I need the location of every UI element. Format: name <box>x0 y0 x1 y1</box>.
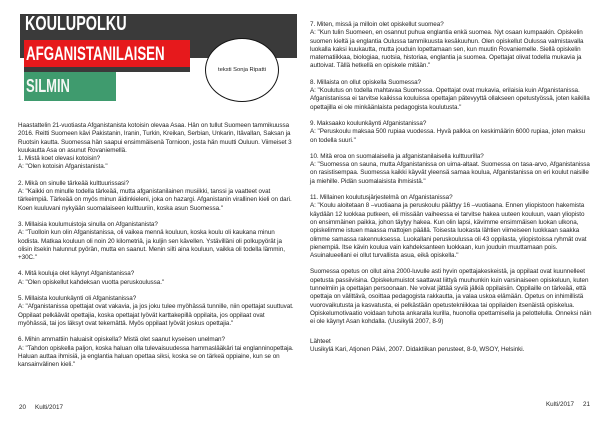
title-line-1: KOULUPOLKU <box>25 13 127 35</box>
question: 3. Millaisia koulumuistoja sinulla on Afganistanista? <box>18 220 158 228</box>
qa-item-6 <box>18 336 295 369</box>
sources-block <box>310 338 592 355</box>
question: 6. Mihin ammattiin haluaisit opiskella? Mistä olet saanut kyseisen unelman? <box>18 336 225 344</box>
qa-item-5 <box>18 295 295 328</box>
qa-item-9 <box>310 120 592 145</box>
page-number: 21 <box>582 401 590 408</box>
left-page-footer <box>19 404 63 411</box>
byline-circle <box>205 38 279 102</box>
qa-item-7 <box>310 21 592 71</box>
answer: A: "Peruskoulu maksaa 500 rupiaa vuodessa. Hyvä palkka on keskimäärin 6000 rupiaa, joten maksu on todella suuri." <box>310 128 586 144</box>
intro-paragraph: Haastattelin 21-vuotiasta Afganistanista kotoisin olevaa Asaa. Hän on tullut Suomeen tammikuussa 2016. Reitti Suomeen kävi Pakistanin, Iranin, Turkin, Kreikan, Serbian, Unkarin, Itävallan, Saksan ja Ruotsin kautta. Suomessa hän saapui ensimmäisenä Tornioon, josta hän muutti Ouluun. Viimeiset 3 kuukautta Asa on asunut Rovaniemellä. <box>18 122 292 154</box>
qa-item-10 <box>310 153 592 186</box>
question: 8. Millaista on ollut opiskella Suomessa? <box>310 78 422 86</box>
answer: A: "Suomessa on sauna, mutta Afganistanissa on uima-altaat. Suomessa on tasa-arvo, Afganistanissa on rasistisempaa. Suomessa kaikki käyvät yleensä samaa koulua, Afganistanissa on eri koulut naisille ja miehille. Pidän suomalaisista ihmisistä." <box>310 161 590 185</box>
right-page-body <box>310 21 592 354</box>
qa-item-3 <box>18 221 295 262</box>
title-line-3: SILMIN <box>26 76 70 96</box>
byline-text: teksti Sonja Ripatti <box>217 67 266 73</box>
right-page <box>300 0 600 424</box>
question: 2. Mikä on sinulle tärkeää kulttuurissasi? <box>18 179 129 187</box>
page-number: 20 <box>19 404 27 411</box>
answer: A: "Kaikki on minulle todella tärkeää, mutta afganistanilainen musiikki, tanssi ja vaatteet ovat tärkeimpiä. Tärkeää on myös minun äidinkieleni, joka on hazargi. Afganistanin virallinen kieli on dari. Koen kuuluvani nykyään suomalaiseen kulttuuriin, koska asun Suomessa." <box>18 188 292 212</box>
question: 7. Miten, missä ja milloin olet opiskellut suomea? <box>310 21 444 28</box>
qa-item-11 <box>310 194 592 260</box>
right-page-footer <box>546 401 590 408</box>
issue-label: Kulti/2017 <box>545 401 574 408</box>
answer: A: "Kun tulin Suomeen, en osannut puhua englantia enkä suomea. Nyt osaan kumpaakin. Opiskelin suomen kieltä ja englantia Oulussa tammikuusta kesäkuuhun. Olen opiskellut Oulussa valmistavalla luokalla kaksi kuukautta, mutta jouduin lopettamaan sen, kun muutin Rovaniemelle. Siellä opiskelin matematiikkaa, biologiaa, ruotsia, historiaa, englantia ja suomea. Opettajat olivat todella mukavia ja auttoivat. Tällä hetkellä en opiskele mitään." <box>310 29 584 70</box>
title-line-2: AFGANISTANILAISEN <box>26 44 165 65</box>
qa-item-2 <box>18 180 295 213</box>
qa-item-4 <box>18 270 295 287</box>
issue-label: Kulti/2017 <box>35 404 64 411</box>
question: 1. Mistä koet olevasi kotoisin? <box>18 155 101 163</box>
answer: A: "Olen opiskellut kahdeksan vuotta peruskoulussa." <box>18 278 165 286</box>
answer: A: "Koulu aloitetaan 8 –vuotiaana ja peruskoulu päättyy 16 –vuotiaana. Ennen yliopistoon hakemista käydään 12 luokkaa putkeen, eli missään vaiheessa ei tarvitse hakea uuteen kouluun, vaan yliopisto on ensimmäinen paikka, johon täytyy hakea. Kun olin lapsi, kävimme ensimmäisen luokan ulkona, opiskelimme istuen maassa mattojen päällä. Toisesta luokasta lähtien viimeiseen luokkaan saakka olimme samassa rakennuksessa. Luokallani peruskoulussa oli 43 oppilasta, yliopistoissa ryhmät ovat pienempiä. Itse kävin koulua vain kahdeksanteen luokkaan, kun jouduin muuttamaan pois. Asuinalueellani ei ollut turvallista asua, eikä opiskella." <box>310 202 587 260</box>
question: 4. Mitä kouluja olet käynyt Afganistanissa? <box>18 270 135 278</box>
question: 10. Mitä eroa on suomalaisella ja afganistanilaisella kulttuurilla? <box>310 152 484 160</box>
question: 11. Millainen koulutusjärjestelmä on Afganistanissa? <box>310 194 453 202</box>
answer: A: "Afganistanissa opettajat ovat vakavia, ja jos joku tulee myöhässä tunnille, niin opettajat suuttuvat. Oppilaat pelkäävät opettajia, koska opettajat lyövät karttakepillä oppilaita, jos oppilaat ovat myöhässä, tai jos läksyt ovat tekemättä. Myös oppilaat lyövät joskus opettajia." <box>18 303 294 327</box>
left-page-body <box>18 122 295 377</box>
source-reference: Uusikylä Kari, Atjonen Päivi, 2007. Didaktiikan perusteet, 8-9, WSOY, Helsinki. <box>310 345 525 353</box>
answer: A: "Olen kotoisin Afganistanista." <box>18 163 108 171</box>
answer: A: "Tuolloin kun olin Afganistanissa, oli vaikea mennä kouluun, koska koulu oli kaukana minun kodista. Matkaa kouluun oli noin 20 kilometriä, ja kuljin sen kävellen. Ystävilläni oli polkupyörät ja olisin itsekin halunnut pyörän, mutta en saanut. Menin silti aina kouluun, vaikka oli todella lämmin, +30C." <box>18 229 285 262</box>
answer: A: "Tahdon opiskella paljon, koska haluan olla tulevaisuudessa hammaslääkäri tai englanninopettaja. Haluan auttaa ihmisiä, ja englantia haluan opettaa siksi, koska se on tärkeä oppiaine, kun se on kansainvälinen kieli." <box>18 344 294 369</box>
question: 9. Maksaako koulunkäynti Afganistanissa? <box>310 119 427 127</box>
qa-item-1 <box>18 155 295 172</box>
question: 5. Millaista koulunkäynti oli Afganistanissa? <box>18 295 137 303</box>
closing-paragraph: Suomessa opetus on ollut aina 2000-luvulle asti hyvin opettajakeskeistä, ja oppilaat ovat kuunnelleet opetusta passiivisina. Opiskelumuistot saattavat liittyä muuhunkin kuin varsinaiseen opiskeluun, kuten tunnelmiin ja opettajan persoonaan. Ne voivat jättää syviä jälkiä oppilaisiin. Oppilaille on tärkeää, että opettaja on välittävä, osoittaa pedagogista rakkautta, ja valaa uskoa elämään. Opetus on inhimillistä vuorovaikutusta ja kasvatusta, ei pelkästään opetustekniikkaa tai oppilaiden itsenäistä opiskelua. Opiskelumotivaatio voidaan tuhota ankaralla kurilla, huonolla opettamisella ja pelottelulla. Onneksi näin ei ole käynyt Asan kohdalla. (Uusikylä 2007, 8-9) <box>310 268 592 326</box>
answer: A: "Koulutus on todella mahtavaa Suomessa. Opettajat ovat mukavia, erilaisia kuin Afganistanissa. Afganistanissa ei tarvitse kaikissa kouluissa opettajan pätevyyttä ollakseen opetustyössä, joten kaikilla opettajilla ei ole minkäänlaista pedagogista koulutusta." <box>310 87 590 111</box>
qa-item-8 <box>310 79 592 112</box>
title-green-band <box>24 72 116 101</box>
sources-heading: Lähteet <box>310 337 331 345</box>
title-red-band <box>24 40 190 72</box>
